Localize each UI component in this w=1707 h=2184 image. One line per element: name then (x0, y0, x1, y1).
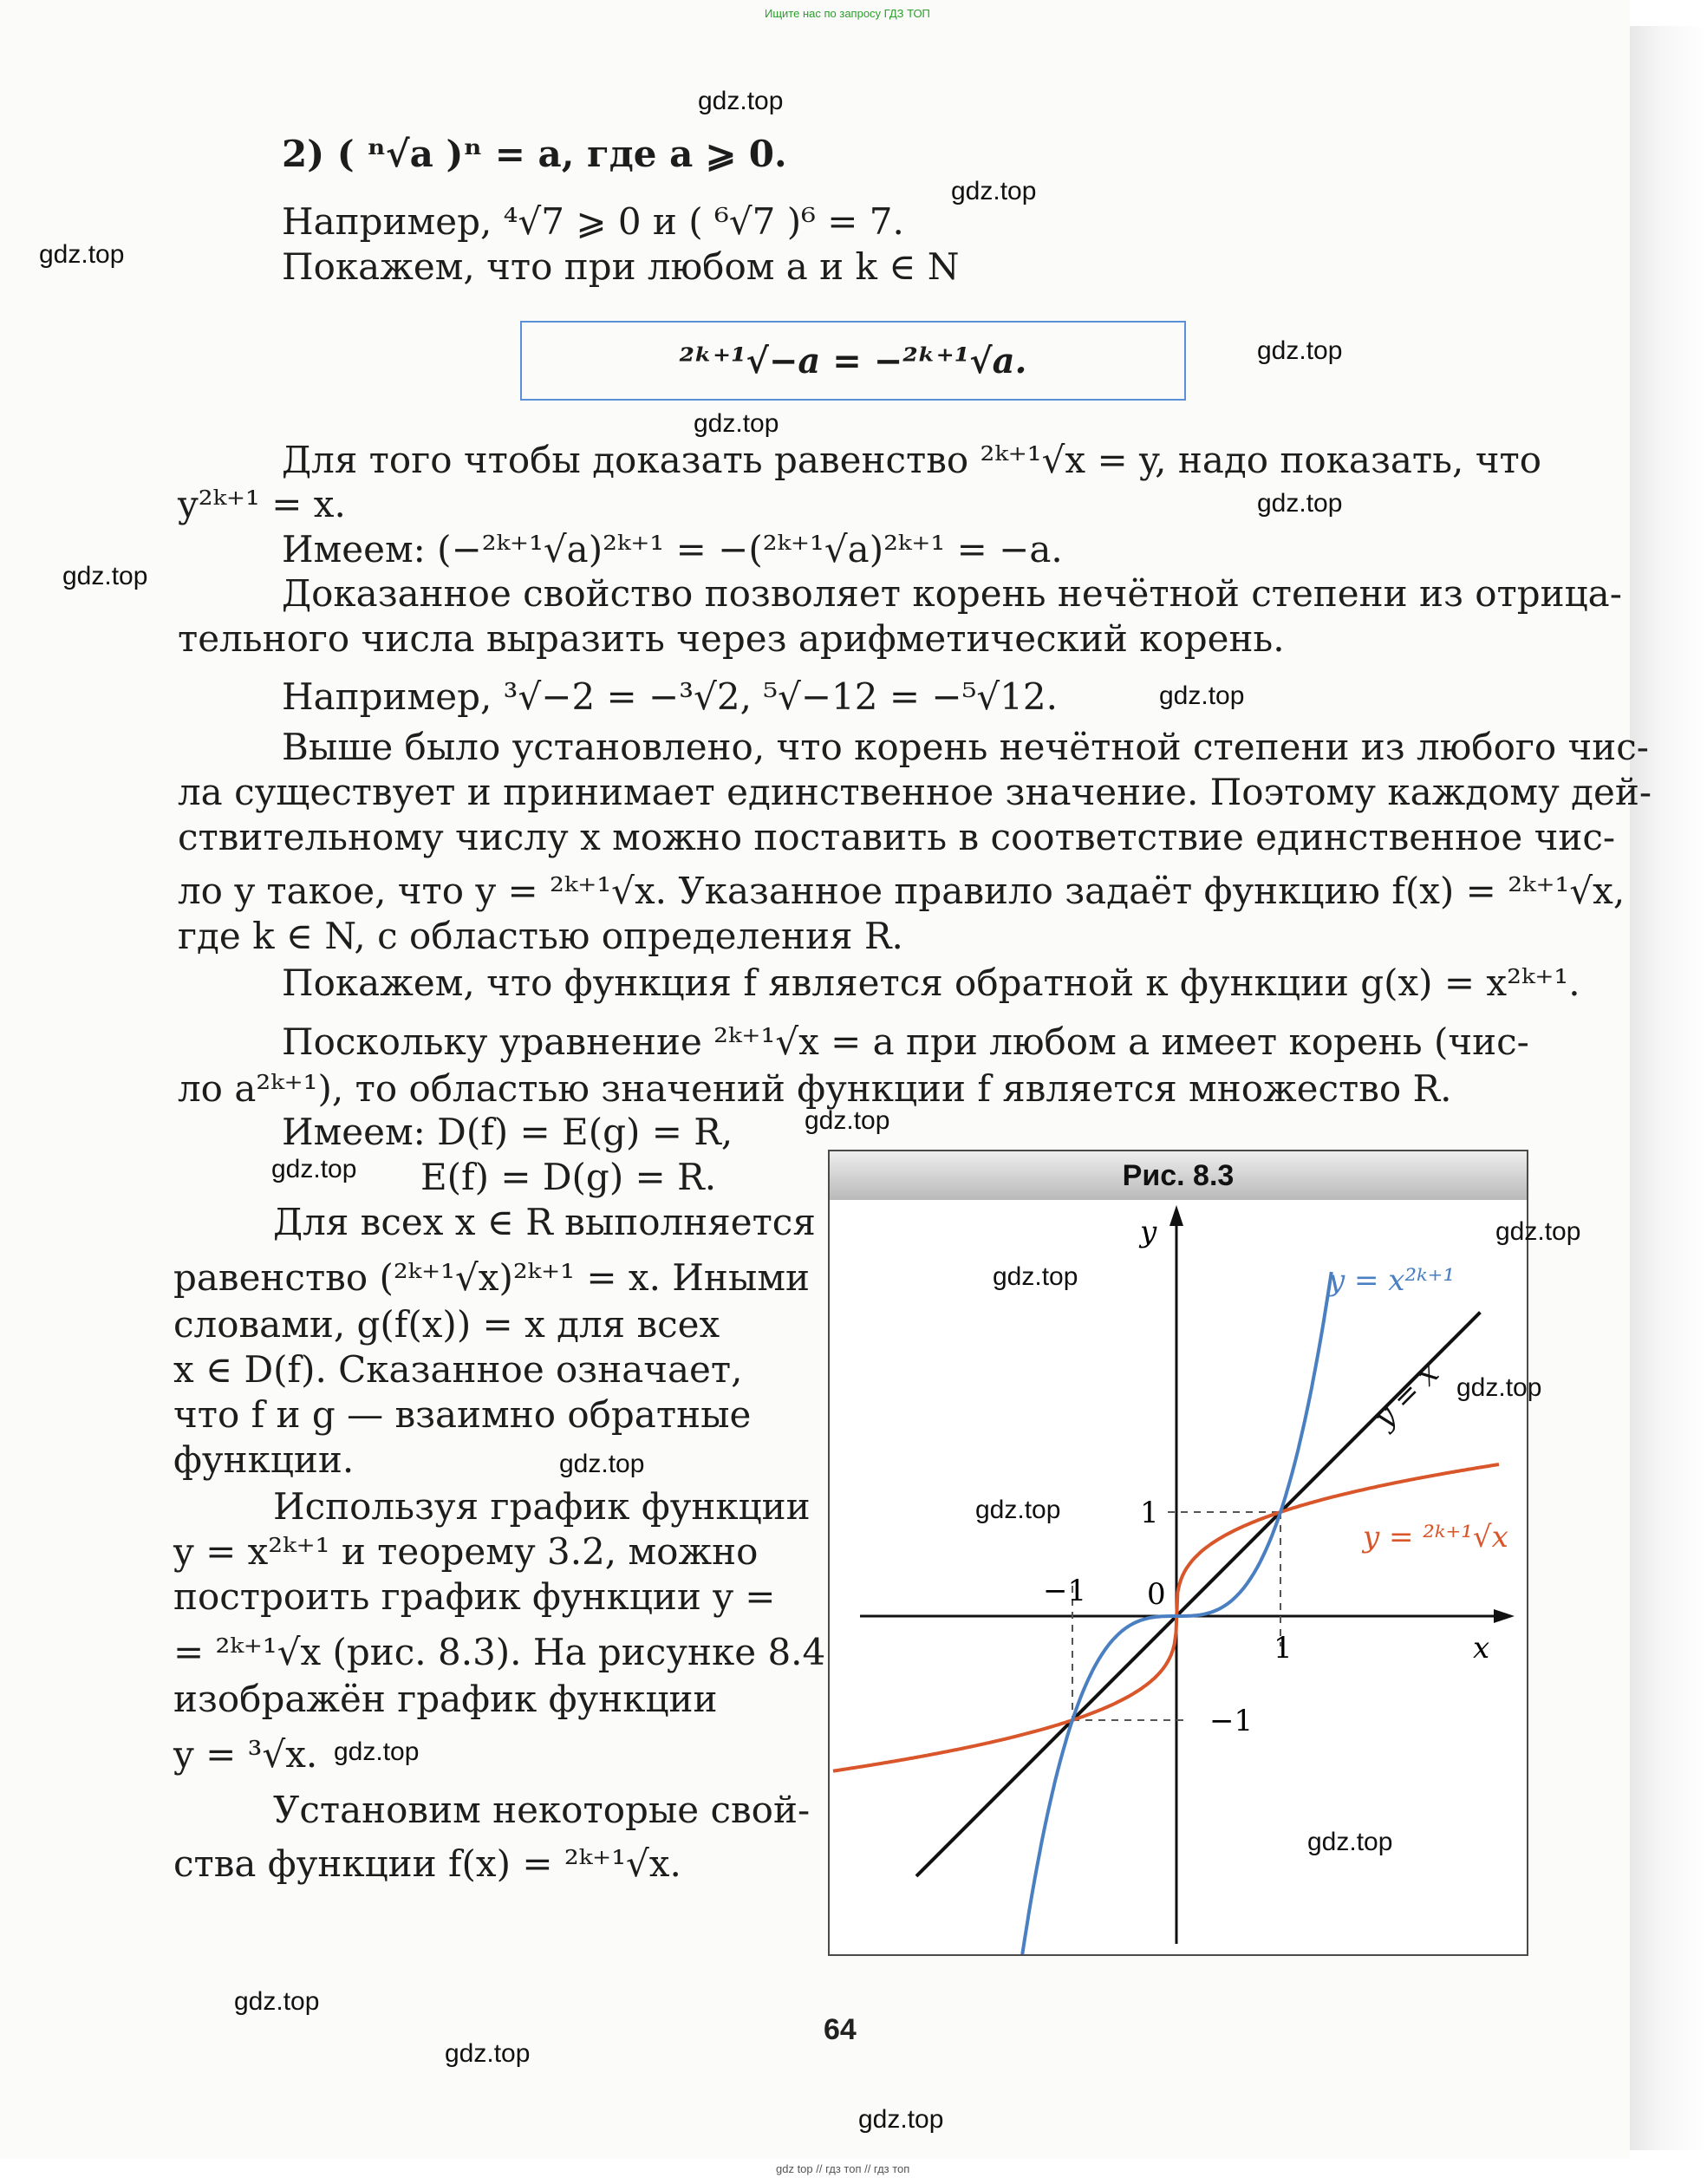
property-consequence-line-1: Доказанное свойство позволяет корень нечётной степени из отрица- (282, 572, 1622, 615)
watermark: gdz.top (951, 177, 1037, 205)
narrow-line-13: Установим некоторые свой- (273, 1789, 811, 1831)
footer-note: gdz top // гдз топ // гдз топ (776, 2162, 910, 2175)
watermark: gdz.top (1456, 1373, 1542, 1402)
page-edge-shadow (1630, 26, 1707, 2150)
proof-intro-line-2: y²ᵏ⁺¹ = x. (178, 483, 346, 525)
boxed-formula-text: ²ᵏ⁺¹√−a = −²ᵏ⁺¹√a. (679, 340, 1027, 381)
paragraph-line-2: ла существует и принимает единственное значение. Поэтому каждому дей- (178, 771, 1652, 813)
example-line-1: Например, ⁴√7 ⩾ 0 и ( ⁶√7 )⁶ = 7. (282, 200, 904, 243)
paragraph-line-4: ло y такое, что y = ²ᵏ⁺¹√x. Указанное правило задаёт функцию f(x) = ²ᵏ⁺¹√x, (178, 870, 1626, 912)
figure-8-3 (828, 1150, 1528, 1956)
property-consequence-line-2: тельного числа выразить через арифметический корень. (178, 617, 1285, 660)
narrow-line-1: Для всех x ∈ R выполняется (273, 1201, 816, 1243)
figure-header (830, 1151, 1527, 1200)
watermark: gdz.top (993, 1262, 1078, 1291)
narrow-line-5: что f и g — взаимно обратные (173, 1393, 752, 1436)
watermark: gdz.top (271, 1155, 357, 1183)
example-line-2: Например, ³√−2 = −³√2, ⁵√−12 = −⁵√12. (282, 675, 1058, 718)
narrow-line-3: словами, g(f(x)) = x для всех (173, 1303, 720, 1346)
watermark: gdz.top (234, 1987, 320, 2016)
narrow-line-9: построить график функции y = (173, 1575, 776, 1618)
root-curve-label: y = ²ᵏ⁺¹√x (1363, 1520, 1508, 1555)
watermark: gdz.top (445, 2039, 531, 2068)
x-axis-arrow (1494, 1609, 1515, 1623)
show-line: Покажем, что при любом a и k ∈ N (282, 245, 960, 288)
range-line-1: Поскольку уравнение ²ᵏ⁺¹√x = a при любом a имеет корень (чис- (282, 1020, 1529, 1063)
power-curve-label: y = x²ᵏ⁺¹ (1328, 1263, 1456, 1298)
y-axis-label: y (1140, 1215, 1157, 1249)
narrow-line-4: x ∈ D(f). Сказанное означает, (173, 1348, 743, 1391)
y-axis-arrow (1169, 1205, 1183, 1226)
watermark: gdz.top (805, 1106, 890, 1135)
watermark: gdz.top (1307, 1828, 1393, 1856)
x-axis-label: x (1473, 1631, 1490, 1666)
figure-title: Рис. 8.3 (1122, 1158, 1235, 1192)
origin-label: 0 (1147, 1577, 1166, 1612)
range-line-2: ло a²ᵏ⁺¹), то областью значений функции f является множество R. (178, 1067, 1452, 1110)
page-number: 64 (824, 2013, 857, 2046)
top-search-note: Ищите нас по запросу ГДЗ ТОП (765, 7, 930, 20)
watermark: gdz.top (559, 1450, 645, 1478)
proof-computation-line: Имеем: (−²ᵏ⁺¹√a)²ᵏ⁺¹ = −(²ᵏ⁺¹√a)²ᵏ⁺¹ = −a. (282, 528, 1063, 570)
tick-label-x-neg: −1 (1043, 1574, 1087, 1608)
paragraph-line-5: где k ∈ N, с областью определения R. (178, 915, 903, 957)
narrow-line-2: равенство (²ᵏ⁺¹√x)²ᵏ⁺¹ = x. Иными (173, 1256, 810, 1299)
domain-line-2: E(f) = D(g) = R. (420, 1156, 717, 1198)
watermark: gdz.top (858, 2105, 944, 2134)
domain-line-1: Имеем: D(f) = E(g) = R, (282, 1111, 733, 1153)
tick-label-x-pos: 1 (1274, 1631, 1293, 1666)
figure-plot (830, 1200, 1527, 1954)
watermark: gdz.top (39, 240, 125, 269)
watermark: gdz.top (1159, 681, 1245, 710)
watermark: gdz.top (1257, 336, 1343, 365)
paragraph-line-3: ствительному числу x можно поставить в соответствие единственное чис- (178, 816, 1616, 858)
narrow-line-11: изображён график функции (173, 1678, 718, 1720)
watermark: gdz.top (694, 409, 779, 438)
watermark: gdz.top (1257, 489, 1343, 518)
narrow-line-6: функции. (173, 1438, 355, 1481)
watermark: gdz.top (1495, 1217, 1581, 1246)
narrow-line-7: Используя график функции (273, 1485, 811, 1528)
watermark: gdz.top (62, 562, 148, 590)
watermark: gdz.top (698, 87, 784, 115)
boxed-formula (520, 321, 1186, 401)
narrow-line-10: = ²ᵏ⁺¹√x (рис. 8.3). На рисунке 8.4 (173, 1631, 826, 1673)
watermark: gdz.top (334, 1737, 420, 1766)
narrow-line-12: y = ³√x. (173, 1733, 318, 1776)
tick-label-y-neg: −1 (1209, 1704, 1254, 1738)
narrow-line-8: y = x²ᵏ⁺¹ и теорему 3.2, можно (173, 1530, 759, 1573)
identity-line-label: y = x (1367, 1356, 1446, 1436)
watermark: gdz.top (975, 1496, 1061, 1524)
narrow-line-14: ства функции f(x) = ²ᵏ⁺¹√x. (173, 1842, 681, 1885)
tick-label-y-pos: 1 (1140, 1496, 1159, 1530)
proof-intro-line-1: Для того чтобы доказать равенство ²ᵏ⁺¹√x = y, надо показать, что (282, 439, 1541, 481)
property-2-line: 2) ( ⁿ√a )ⁿ = a, где a ⩾ 0. (282, 133, 787, 175)
paragraph-line-1: Выше было установлено, что корень нечётной степени из любого чис- (282, 726, 1649, 768)
inverse-claim-line: Покажем, что функция f является обратной к функции g(x) = x²ᵏ⁺¹. (282, 962, 1580, 1004)
